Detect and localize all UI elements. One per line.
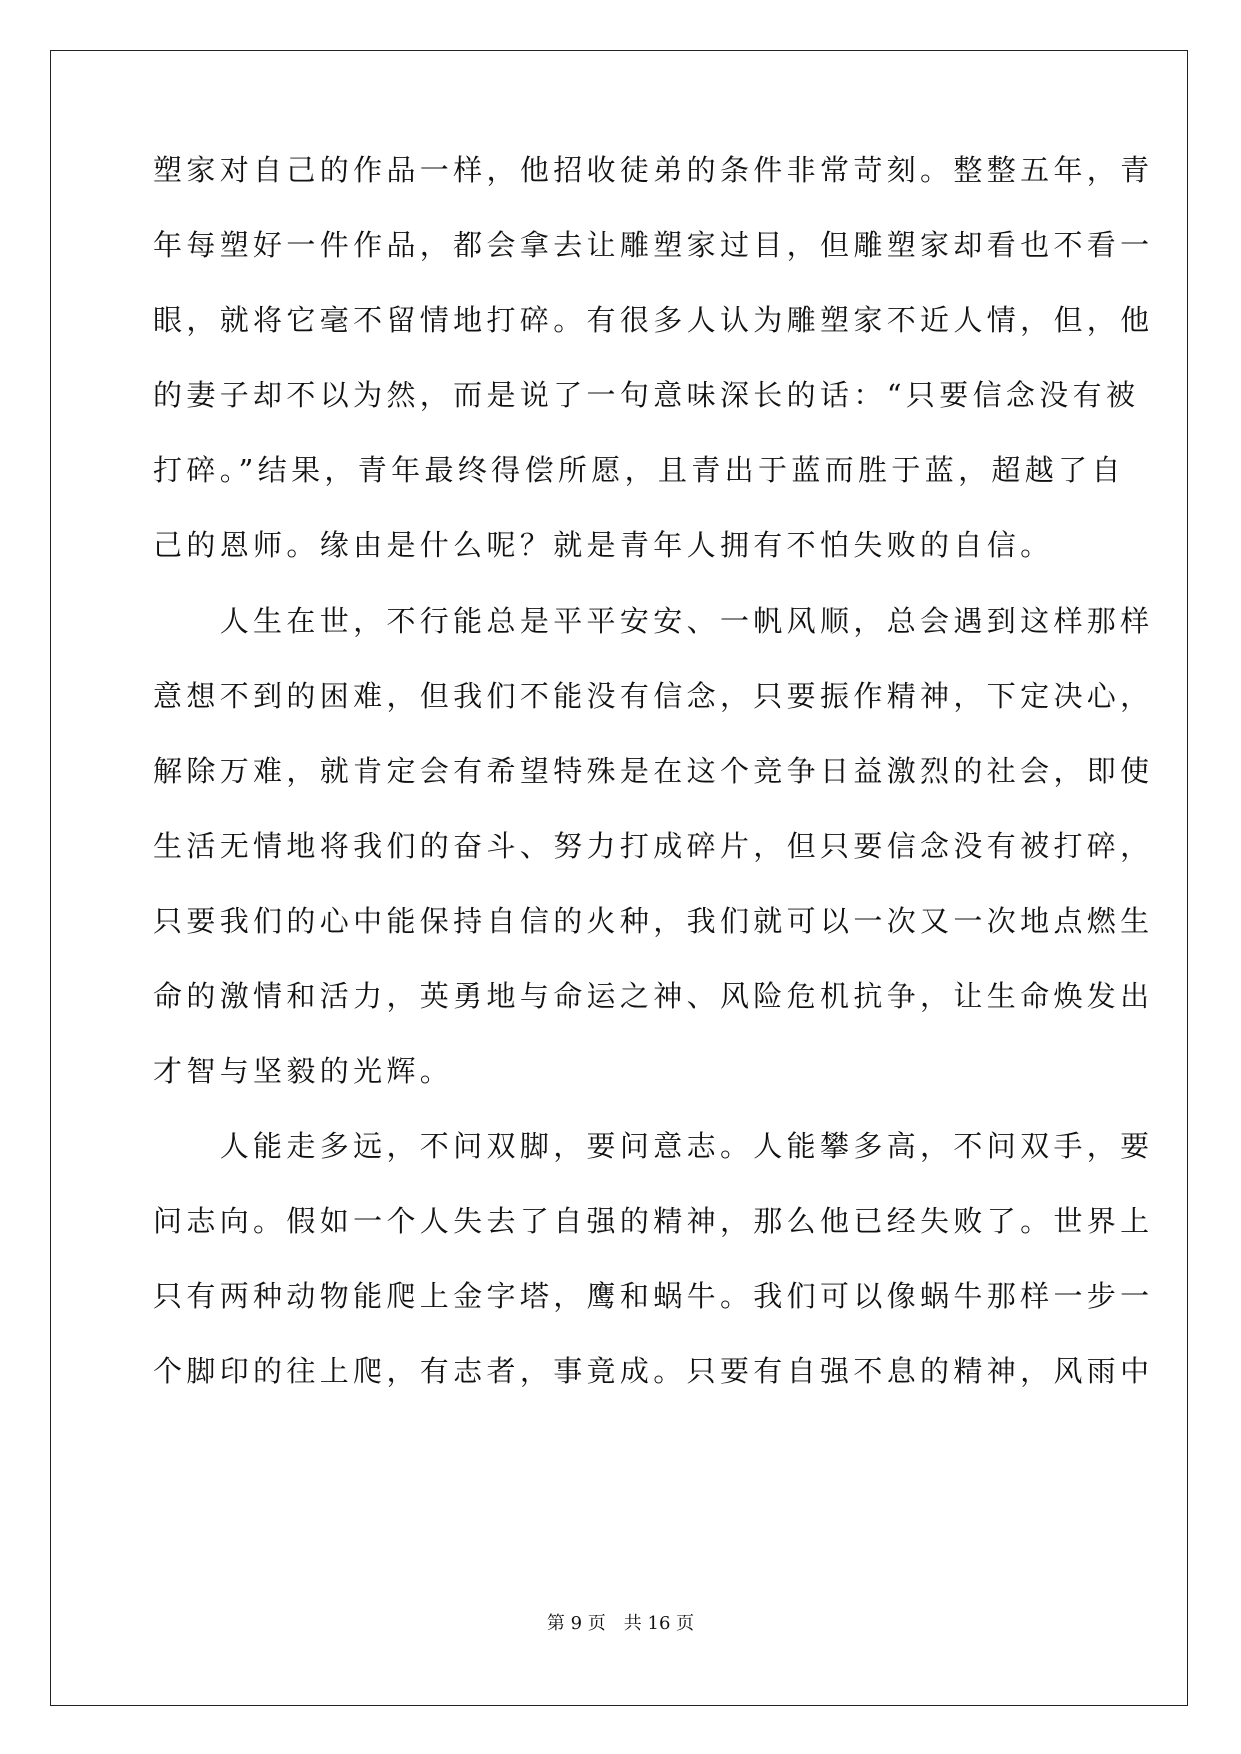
page-number-footer: 第 9 页 共 16 页 xyxy=(546,1613,695,1634)
text-line: 塑家对自己的作品一样，他招收徒弟的条件非常苛刻。整整五年，青 xyxy=(153,153,1154,187)
text-line: 命的激情和活力，英勇地与命运之神、风险危机抗争，让生命焕发出 xyxy=(153,979,1154,1013)
text-line: 才智与坚毅的光辉。 xyxy=(153,1054,454,1088)
text-line: 人生在世，不行能总是平平安安、一帆风顺，总会遇到这样那样 xyxy=(153,604,1154,638)
text-line: 己的恩师。缘由是什么呢？就是青年人拥有不怕失败的自信。 xyxy=(153,528,1054,562)
text-line: 生活无情地将我们的奋斗、努力打成碎片，但只要信念没有被打碎， xyxy=(153,829,1154,863)
text-line: 问志向。假如一个人失去了自强的精神，那么他已经失败了。世界上 xyxy=(153,1204,1154,1238)
text-line: 只有两种动物能爬上金字塔，鹰和蜗牛。我们可以像蜗牛那样一步一 xyxy=(153,1279,1154,1313)
text-line: 的妻子却不以为然，而是说了一句意味深长的话：“只要信念没有被 xyxy=(153,378,1140,412)
text-line: 只要我们的心中能保持自信的火种，我们就可以一次又一次地点燃生 xyxy=(153,904,1154,938)
text-line: 眼，就将它毫不留情地打碎。有很多人认为雕塑家不近人情，但，他 xyxy=(153,303,1154,337)
text-line: 年每塑好一件作品，都会拿去让雕塑家过目，但雕塑家却看也不看一 xyxy=(153,228,1154,262)
text-line: 意想不到的困难，但我们不能没有信念，只要振作精神，下定决心， xyxy=(153,679,1154,713)
text-line: 解除万难，就肯定会有希望特殊是在这个竞争日益激烈的社会，即使 xyxy=(153,754,1154,788)
text-line: 个脚印的往上爬，有志者，事竟成。只要有自强不息的精神，风雨中 xyxy=(153,1354,1154,1388)
page-border xyxy=(50,50,1188,1706)
text-line: 人能走多远，不问双脚，要问意志。人能攀多高，不问双手，要 xyxy=(153,1129,1154,1163)
text-line: 打碎。”结果，青年最终得偿所愿，且青出于蓝而胜于蓝，超越了自 xyxy=(153,453,1125,487)
